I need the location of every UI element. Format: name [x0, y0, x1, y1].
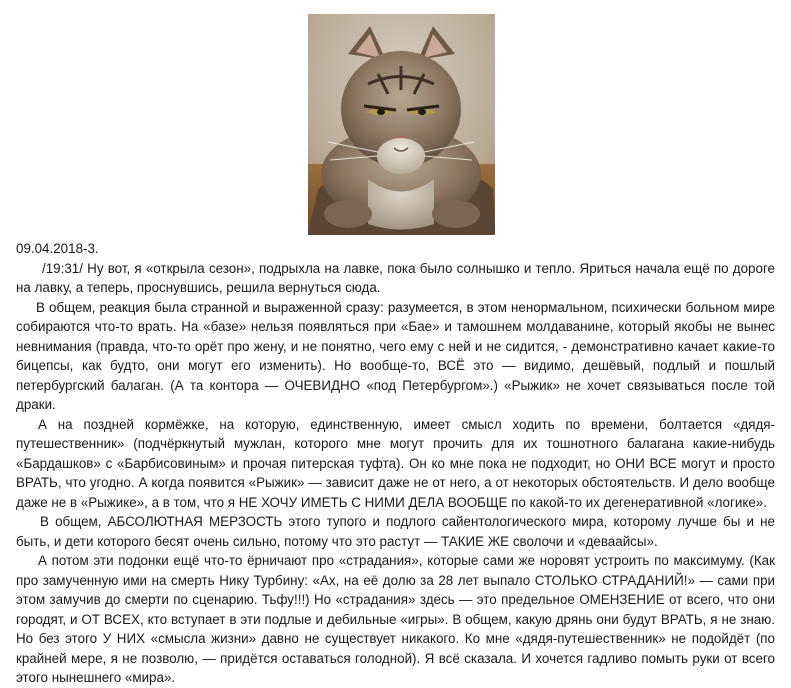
post-paragraph: В общем, реакция была странной и выраженной сразу: разумеется, в этом ненормальном, психически больном мире собираются что-то врать. На «базе» нельзя появляться при «Бае» и тамошнем молдаванине, который якобы не вынес невнимания (правда, что-то орёт про жену, и не понятно, чего ему с ней и не сидится, - демонстративно качает какие-то бицепсы, как будто, они могут его изменить). Но вообще-то, ВСЁ это — видимо, дешёвый, подлый и пошлый петербургский балаган. (А та контора — ОЧЕВИДНО «под Петербургом».) «Рыжик» не хочет связываться после той драки. [16, 299, 775, 412]
post-paragraph: А потом эти подонки ещё что-то ёрничают про «страдания», которые сами же норовят устроить по максимуму. (Как про замученную ими на смерть Нику Турбину: «Ах, на её долю за 28 лет выпало СТОЛЬКО СТРАДАНИЙ!» — сами при этом замучив до смерти по сценарию. Тьфу!!!) Но «страдания» здесь — это предельное ОМЕНЗЕНИЕ от всего, что они городят, и ОТ ВСЕХ, кто вступает в эти подлые и дебильные «игры». В общем, какую дрянь они будут ВРАТЬ, я не знаю. Но без этого У НИХ «смысла жизни» давно не существует никакого. Ко мне «дядя-путешественник» не подойдёт (по крайней мере, я не позволю, — придётся оставаться голодной). Я всё сказала. И хочется гадливо помыть руки от всего этого нынешнего «мира». [16, 553, 775, 685]
cat-photo [308, 14, 495, 235]
blog-post [16, 239, 775, 688]
post-paragraph: В общем, АБСОЛЮТНАЯ МЕРЗОСТЬ этого тупого и подлого сайентологического мира, которому лучше бы и не быть, и дети которого бесят очень сильно, потому что это растут — ТАКИЕ ЖЕ сволочи и «деваайсы». [16, 514, 775, 549]
post-date: 09.04.2018-3. [16, 241, 99, 256]
post-paragraph: А на поздней кормёжке, на которую, единственную, имеет смысл ходить по времени, болтается «дядя-путешественник» (подчёркнутый мужлан, которого мне могут прочить для их тошнотного балагана какие-нибудь «Бардашков» с «Барбисовиным» и прочая питерская туфта). Он ко мне пока не подходит, но ОНИ ВСЕ могут и просто ВРАТЬ, что угодно. А когда появится «Рыжик» — зависит даже не от него, а от некоторых обстоятельств. И дело вообще даже не в «Рыжике», а в том, что я НЕ ХОЧУ ИМЕТЬ С НИМИ ДЕЛА ВООБЩЕ по какой-то их дегенеративной «логике». [16, 416, 775, 510]
post-paragraph: /19:31/ Ну вот, я «открыла сезон», подрыхла на лавке, пока было солнышко и тепло. Яриться начала ещё по дороге на лавку, а теперь, проснувшись, решила вернуться сюда. [16, 260, 775, 295]
cat-photo-image [308, 14, 495, 235]
